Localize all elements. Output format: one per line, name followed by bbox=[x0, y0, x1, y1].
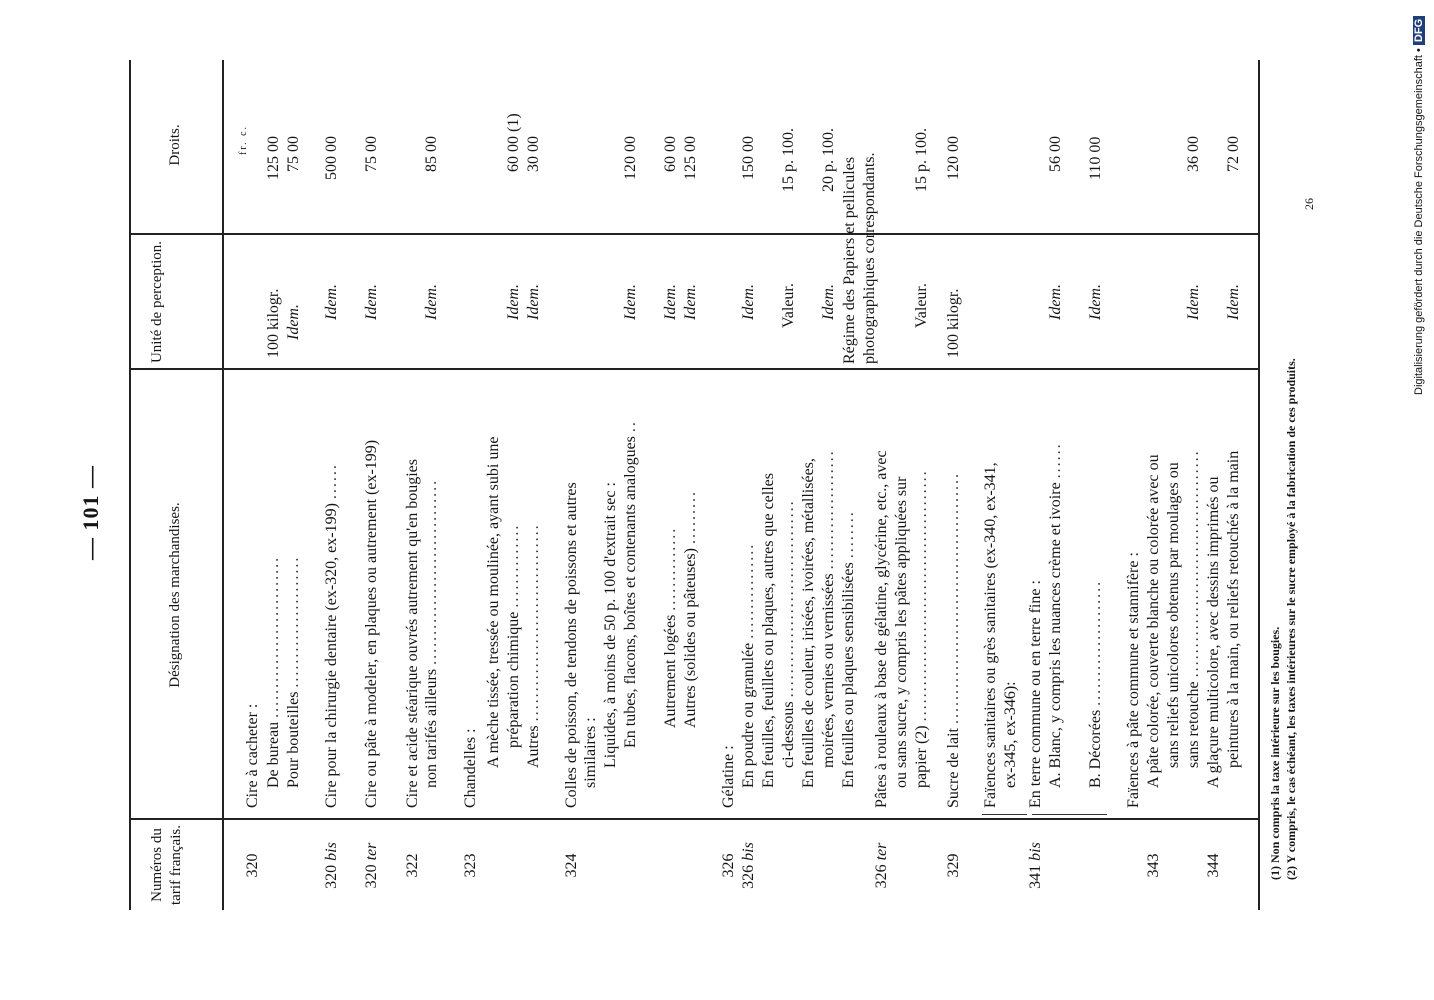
row-duty: 56 00 bbox=[1047, 136, 1064, 172]
brace bbox=[982, 814, 1027, 815]
row-description-text: De bureau bbox=[265, 721, 282, 788]
row-duty: 125 00 bbox=[265, 136, 282, 180]
row-description bbox=[505, 524, 523, 748]
row-description bbox=[780, 499, 798, 768]
row-description: ou sans sucre, y compris les pâtes appliquées sur bbox=[893, 476, 910, 788]
header-unite: Unité de perception. bbox=[149, 240, 165, 364]
row-duty: 20 p. 100. bbox=[820, 128, 837, 192]
row-description: ex-345, ex-346): bbox=[1002, 681, 1019, 788]
row-duty: 30 00 bbox=[525, 136, 542, 172]
dfg-logo: DFG bbox=[1413, 16, 1425, 45]
row-unit-text: Idem. bbox=[1185, 284, 1202, 320]
leader-dots: .................... bbox=[820, 449, 837, 570]
row-unit-text: Idem. bbox=[505, 284, 522, 320]
row-unit bbox=[1087, 284, 1105, 320]
leader-dots: .............. bbox=[662, 526, 679, 611]
row-number bbox=[323, 823, 341, 908]
row-description: Cire et acide stéarique ouvrés autrement qu'en bougies bbox=[404, 459, 421, 808]
digitization-note-text: Digitalisierung gefördert durch die Deutsche Forschungsgemeinschaft • bbox=[1413, 48, 1425, 395]
row-description-text: A. Blanc, y compris les nuances crème et ivoire bbox=[1047, 482, 1064, 788]
row-description: Cire à cacheter : bbox=[244, 703, 261, 808]
row-description: En terre commune ou en terre fine : bbox=[1027, 580, 1044, 808]
row-unit-text: Idem. bbox=[622, 284, 639, 320]
row-unit bbox=[363, 284, 381, 320]
row-description-text: Autrement logées bbox=[662, 614, 679, 728]
row-unit bbox=[1047, 284, 1065, 320]
row-unit bbox=[505, 284, 523, 320]
row-duty: 36 00 bbox=[1185, 136, 1202, 172]
row-unit bbox=[285, 304, 303, 340]
row-description bbox=[740, 543, 758, 788]
row-description-text: B. Décorées bbox=[1087, 709, 1104, 788]
row-description-text: Cire pour la chirurgie dentaire (ex-320, ex-199) bbox=[323, 503, 340, 808]
row-unit bbox=[682, 284, 700, 320]
row-description: En feuilles de couleur, irisées, ivoirées, métallisées, bbox=[800, 458, 817, 788]
row-description: peintures à la main, ou reliefs retouchés à la main bbox=[1225, 450, 1242, 768]
row-description: Faïences sanitaires ou grès sanitaires (ex-340, ex-341, bbox=[982, 462, 999, 808]
row-duty: 15 p. 100. bbox=[913, 128, 930, 192]
row-description: Chandelles : bbox=[462, 728, 479, 808]
row-description-text: Autres (solides ou pâteuses) bbox=[682, 548, 699, 728]
row-number: 326 bbox=[720, 853, 737, 878]
table-top-rule bbox=[129, 60, 131, 910]
row-description: En feuilles, feuillets ou plaques, autres que celles bbox=[760, 472, 777, 788]
signature-mark: 26 bbox=[1302, 198, 1316, 210]
leader-dots: ...... bbox=[1047, 442, 1064, 479]
row-duty: 75 00 bbox=[285, 136, 302, 172]
row-unit-text: Idem. bbox=[1047, 284, 1064, 320]
row-description: sans reliefs unicolores obtenus par moulages ou bbox=[1165, 462, 1182, 768]
row-description: A pâte colorée, couverte blanche ou colorée avec ou bbox=[1145, 454, 1162, 788]
leader-dots: .......................................... bbox=[945, 472, 962, 725]
row-number: 344 bbox=[1205, 853, 1222, 878]
row-description bbox=[1047, 442, 1065, 788]
page-number: — 101 — bbox=[78, 465, 103, 560]
digitization-note bbox=[1413, 16, 1425, 395]
row-duty: 120 00 bbox=[945, 136, 962, 180]
row-description-text: Sucre de lait bbox=[945, 728, 962, 808]
leader-dots: ................ bbox=[740, 542, 757, 639]
row-duty: 500 00 bbox=[323, 136, 340, 180]
leader-dots: .............. bbox=[505, 523, 522, 608]
row-description: A mèche tissée, tressée ou moulinée, ayant subi une bbox=[485, 436, 502, 768]
row-unit-text: Idem. bbox=[363, 284, 380, 320]
row-number bbox=[363, 823, 381, 908]
row-description-text: préparation chimique bbox=[505, 611, 522, 748]
row-unit: 100 kilogr. bbox=[945, 288, 962, 358]
row-unit-text: Idem. bbox=[323, 284, 340, 320]
row-description: A glaçure multicolore, avec dessins imprimés ou bbox=[1205, 476, 1222, 788]
row-unit-text: Idem. bbox=[682, 284, 699, 320]
row-number bbox=[740, 823, 758, 908]
row-unit bbox=[662, 284, 680, 320]
row-description bbox=[682, 490, 700, 728]
row-description bbox=[1087, 580, 1105, 788]
leader-dots: ................................. bbox=[780, 499, 797, 698]
currency-label: fr. c. bbox=[238, 124, 249, 155]
row-duty: 60 00 bbox=[662, 136, 679, 172]
row-number: 343 bbox=[1145, 853, 1162, 878]
row-description bbox=[840, 510, 858, 788]
row-description bbox=[423, 479, 441, 788]
row-unit-text: Idem. bbox=[1087, 284, 1104, 320]
row-duty: 110 00 bbox=[1087, 136, 1104, 180]
row-number bbox=[873, 823, 891, 908]
row-number-text: 341 bis bbox=[1027, 842, 1044, 889]
header-numeros: Numéros du tarif français. bbox=[149, 825, 184, 905]
row-unit bbox=[423, 284, 441, 320]
row-duty: 125 00 bbox=[682, 136, 699, 180]
leader-dots: ........ bbox=[840, 510, 857, 559]
footnote: (1) Non compris la taxe intérieure sur les bougies. bbox=[1268, 626, 1282, 880]
row-number-text: 326 bis bbox=[740, 842, 757, 889]
column-divider-1 bbox=[129, 819, 1258, 821]
row-unit: Valeur. bbox=[913, 283, 930, 328]
row-number: 324 bbox=[563, 853, 580, 878]
row-description: Pâtes à rouleaux à base de gélatine, glycérine, etc., avec bbox=[873, 450, 890, 808]
row-duty: 75 00 bbox=[363, 136, 380, 172]
row-description bbox=[323, 463, 341, 808]
table-bottom-rule bbox=[1258, 60, 1260, 910]
row-description bbox=[622, 420, 640, 748]
row-description-text: En feuilles ou plaques sensibilisées bbox=[840, 562, 857, 788]
column-divider-2 bbox=[129, 369, 1258, 371]
row-number: 320 bbox=[244, 853, 261, 878]
row-unit bbox=[1225, 284, 1243, 320]
header-bottom-rule bbox=[222, 60, 224, 910]
row-unit-regime: Régime des Papiers et pellicules photographiques correspondants. bbox=[841, 152, 878, 364]
row-number-text: 320 ter bbox=[363, 842, 380, 889]
row-description: Cire ou pâte à modeler, en plaques ou autrement (ex-199) bbox=[363, 439, 380, 808]
row-number-text: 326 ter bbox=[873, 842, 890, 889]
row-description-text: ci-dessous bbox=[780, 701, 797, 768]
row-description-text: En tubes, flacons, boîtes et contenants analogues bbox=[622, 436, 639, 748]
row-description-text: sans retouche bbox=[1185, 681, 1202, 768]
row-description: Liquides, à moins de 50 p. 100 d'extrait sec : bbox=[602, 482, 619, 768]
row-duty: 72 00 bbox=[1225, 136, 1242, 172]
row-description: Faïences à pâte commune et stannifère : bbox=[1125, 552, 1142, 808]
row-description: Gélatine : bbox=[720, 745, 737, 808]
brace bbox=[1032, 814, 1107, 815]
header-designation: Désignation des marchandises. bbox=[167, 502, 183, 688]
row-duty: 60 00 (1) bbox=[505, 113, 522, 172]
row-description bbox=[265, 556, 283, 788]
leader-dots: ..................... bbox=[1087, 579, 1104, 706]
row-unit-text: Idem. bbox=[740, 284, 757, 320]
row-unit-text: Idem. bbox=[285, 304, 302, 340]
row-description bbox=[913, 469, 931, 788]
row-number: 322 bbox=[404, 853, 421, 878]
row-duty: 85 00 bbox=[423, 136, 440, 172]
row-duty: 120 00 bbox=[622, 136, 639, 180]
row-description bbox=[945, 472, 963, 808]
row-unit-text: Idem. bbox=[1225, 284, 1242, 320]
header-droits: Droits. bbox=[167, 124, 183, 166]
row-unit bbox=[323, 284, 341, 320]
row-description bbox=[285, 556, 303, 788]
row-unit bbox=[820, 284, 838, 320]
footnote: (2) Y compris, le cas échéant, les taxes intérieures sur le sucre employé à la fabrication de ces produits. bbox=[1284, 358, 1298, 880]
row-description-text: papier (2) bbox=[913, 725, 930, 788]
row-unit bbox=[525, 284, 543, 320]
row-description-text: non tarifés ailleurs bbox=[423, 668, 440, 788]
leader-dots: .. bbox=[622, 420, 639, 433]
row-unit bbox=[622, 284, 640, 320]
leader-dots: ...................................... bbox=[1185, 449, 1202, 678]
row-unit-text: Idem. bbox=[820, 284, 837, 320]
row-description: Colles de poisson, de tendons de poissons et autres bbox=[563, 482, 580, 808]
row-description bbox=[1185, 449, 1203, 768]
leader-dots: ............................... bbox=[423, 478, 440, 665]
row-unit-text: Idem. bbox=[525, 284, 542, 320]
row-number-text: 320 bis bbox=[323, 842, 340, 889]
row-duty: 15 p. 100. bbox=[780, 128, 797, 192]
row-description-text: En poudre ou granulée bbox=[740, 642, 757, 788]
row-unit bbox=[1185, 284, 1203, 320]
row-description bbox=[525, 523, 543, 768]
leader-dots: ......... bbox=[682, 490, 699, 545]
row-description bbox=[820, 449, 838, 768]
row-duty: 150 00 bbox=[740, 136, 757, 180]
row-number: 329 bbox=[945, 853, 962, 878]
row-description-text: Pour bouteilles bbox=[285, 691, 302, 788]
row-unit bbox=[740, 284, 758, 320]
row-description-text: Autres bbox=[525, 725, 542, 768]
leader-dots: ...................... bbox=[285, 555, 302, 688]
row-number bbox=[1027, 823, 1045, 908]
row-description bbox=[662, 527, 680, 728]
leader-dots: .......................................... bbox=[913, 469, 930, 722]
leader-dots: ........................... bbox=[265, 555, 282, 718]
row-unit: 100 kilogr. bbox=[265, 288, 282, 358]
row-number: 323 bbox=[462, 853, 479, 878]
row-description-text: moirées, vernies ou vernissées bbox=[820, 573, 837, 768]
column-divider-3 bbox=[129, 234, 1258, 236]
leader-dots: ................................. bbox=[525, 523, 542, 722]
row-unit: Valeur. bbox=[780, 283, 797, 328]
leader-dots: ...... bbox=[323, 463, 340, 500]
row-description: similaires : bbox=[582, 717, 599, 788]
row-unit-text: Idem. bbox=[662, 284, 679, 320]
row-unit-text: Idem. bbox=[423, 284, 440, 320]
